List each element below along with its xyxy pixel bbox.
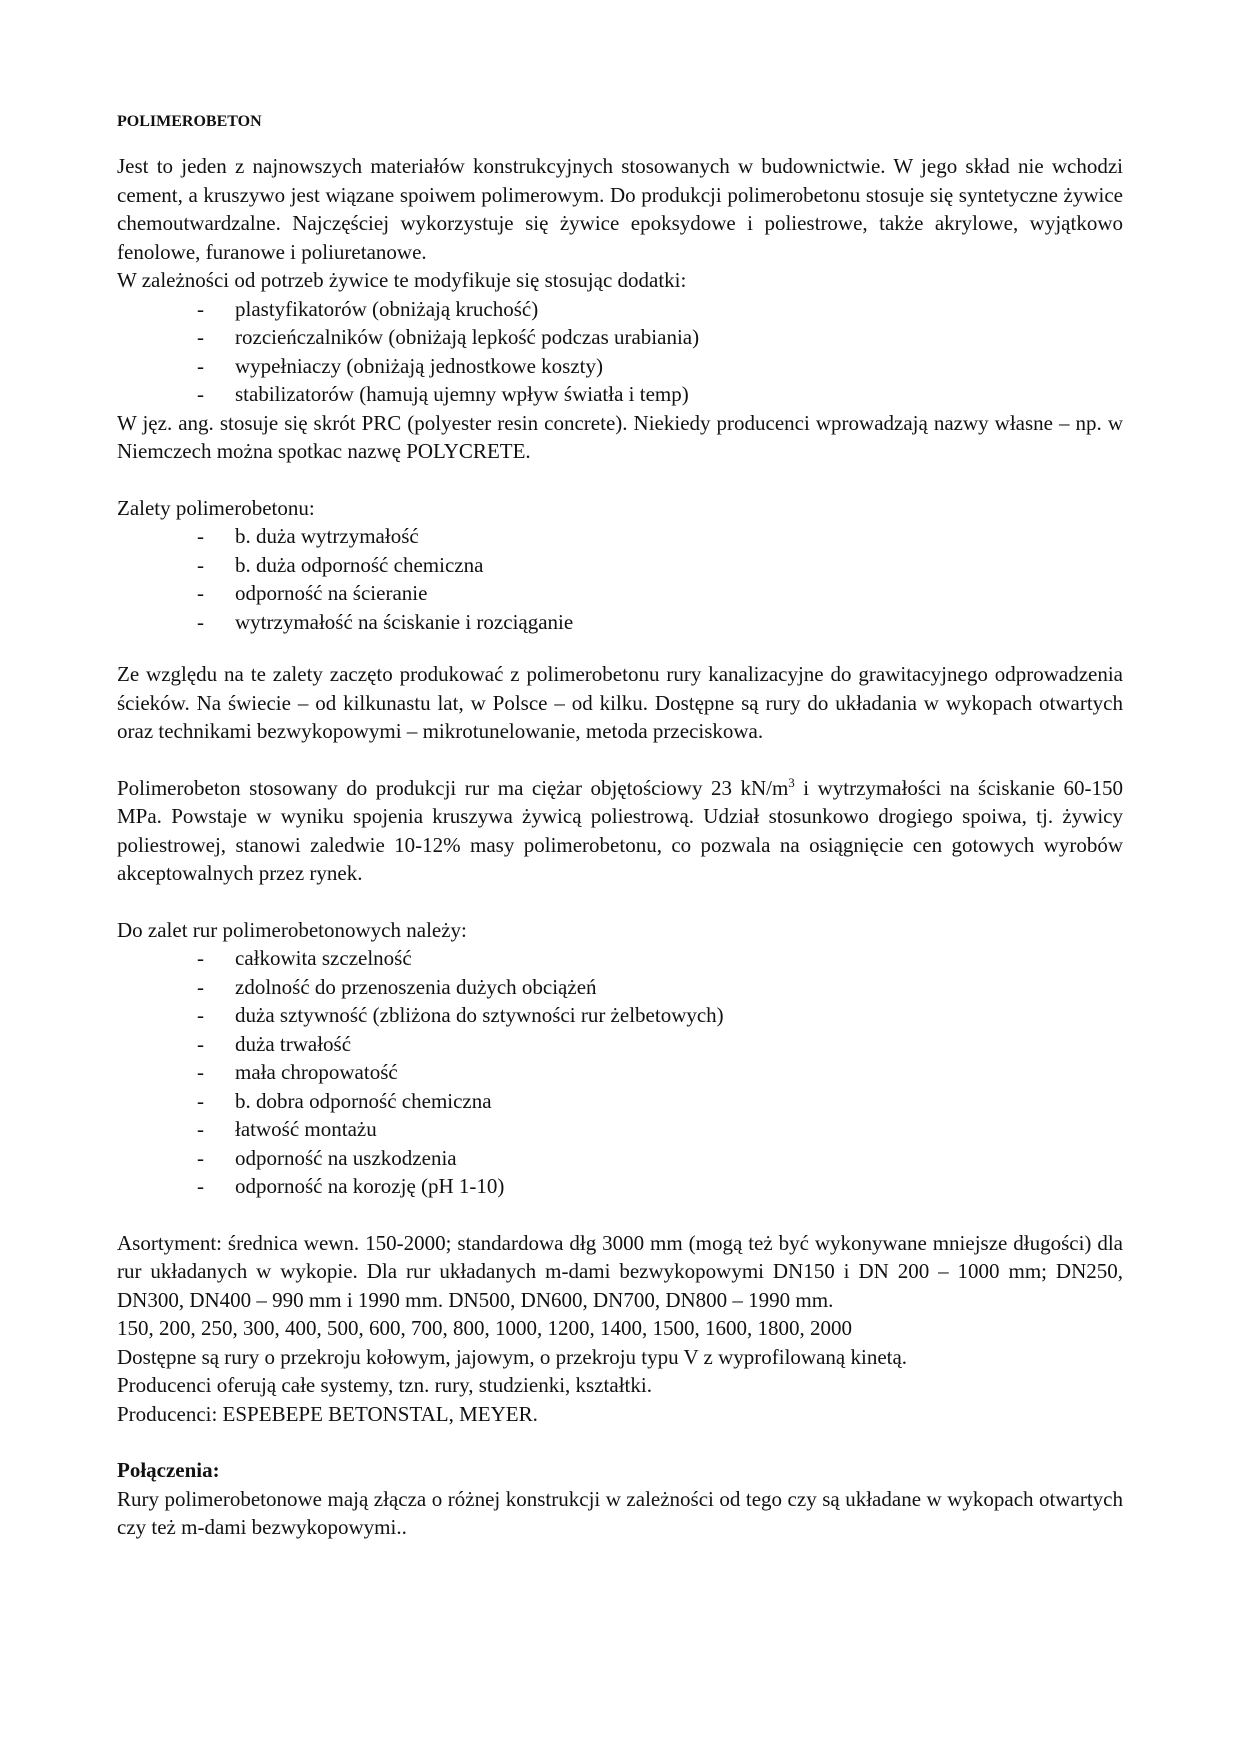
list-item: - wytrzymałość na ściskanie i rozciąganie [117, 608, 1123, 637]
list-item: - duża sztywność (zbliżona do sztywności rur żelbetowych) [117, 1001, 1123, 1030]
density-text-pre: Polimerobeton stosowany do produkcji rur ma ciężar objętościowy 23 kN/m [117, 775, 789, 800]
list-item: - b. duża wytrzymałość [117, 522, 1123, 551]
intro-paragraph: Jest to jeden z najnowszych materiałów konstrukcyjnych stosowanych w budownictwie. W jego skład nie wchodzi cement, a kruszywo jest wiązane spoiwem polimerowym. Do produkcji polimerobetonu stosuje się syntetyczne żywice chemoutwardzalne. Najczęściej wykorzystuje się żywice epoksydowe i poliestrowe, także akrylowe, wyjątkowo fenolowe, furanowe i poliuretanowe. [117, 154, 1123, 264]
list-item: - odporność na ścieranie [117, 579, 1123, 608]
document-page [117, 112, 1123, 1542]
advantages-lead: Zalety polimerobetonu: [117, 495, 315, 520]
sizes-line: 150, 200, 250, 300, 400, 500, 600, 700, 800, 1000, 1200, 1400, 1500, 1600, 1800, 2000 [117, 1316, 852, 1340]
list-item: - łatwość montażu [117, 1115, 1123, 1144]
list-item: - zdolność do przenoszenia dużych obciążeń [117, 973, 1123, 1002]
list-item: - odporność na korozję (pH 1-10) [117, 1172, 1123, 1201]
systems-line: Producenci oferują całe systemy, tzn. rury, studzienki, kształtki. [117, 1373, 652, 1397]
list-item: - odporność na uszkodzenia [117, 1144, 1123, 1173]
list-item: - wypełniaczy (obniżają jednostkowe koszty) [117, 352, 1123, 381]
list-item: - rozcieńczalników (obniżają lepkość podczas urabiania) [117, 323, 1123, 352]
producers-line: Producenci: ESPEBEPE BETONSTAL, MEYER. [117, 1401, 538, 1426]
pipe-advantages-lead: Do zalet rur polimerobetonowych należy: [117, 917, 467, 942]
list-item: - mała chropowatość [117, 1058, 1123, 1087]
list-item: - b. duża odporność chemiczna [117, 551, 1123, 580]
assortment-paragraph: Asortyment: średnica wewn. 150-2000; standardowa dłg 3000 mm (mogą też być wykonywane mniejsze długości) dla rur układanych w wykopie. Dla rur układanych m-dami bezwykopowymi DN150 i DN 200 – 1000 mm; DN250, DN300, DN400 – 990 mm i 1990 mm. DN500, DN600, DN700, DN800 – 1990 mm. [117, 1230, 1123, 1312]
pipe-advantages-list [117, 944, 1123, 1201]
additives-lead: W zależności od potrzeb żywice te modyfikuje się stosując dodatki: [117, 268, 687, 292]
list-item: - duża trwałość [117, 1030, 1123, 1059]
sections-line: Dostępne są rury o przekroju kołowym, jajowym, o przekroju typu V z wyprofilowaną kinetą. [117, 1344, 908, 1369]
list-item: - plastyfikatorów (obniżają kruchość) [117, 295, 1123, 324]
list-item: - stabilizatorów (hamują ujemny wpływ światła i temp) [117, 380, 1123, 409]
density-paragraph [117, 774, 1123, 888]
connections-heading: Połączenia: [117, 1458, 220, 1482]
connections-paragraph: Rury polimerobetonowe mają złącza o różnej konstrukcji w zależności od tego czy są układane w wykopach otwartych czy też m-dami bezwykopowymi.. [117, 1486, 1123, 1539]
prc-paragraph: W jęz. ang. stosuje się skrót PRC (polyester resin concrete). Niekiedy producenci wprowadzają nazwy własne – np. w Niemczech można spotkac nazwę POLYCRETE. [117, 410, 1123, 463]
density-superscript: 3 [788, 774, 795, 790]
list-item: - b. dobra odporność chemiczna [117, 1087, 1123, 1116]
document-title: POLIMEROBETON [117, 113, 262, 130]
pipes-paragraph: Ze względu na te zalety zaczęto produkować z polimerobetonu rury kanalizacyjne do grawitacyjnego odprowadzenia ścieków. Na świecie – od kilkunastu lat, w Polsce – od kilku. Dostępne są rury do układania w wykopach otwartych oraz technikami bezwykopowymi – mikrotunelowanie, metoda przeciskowa. [117, 662, 1123, 743]
list-item: - całkowita szczelność [117, 944, 1123, 973]
advantages-list [117, 522, 1123, 636]
additives-list [117, 295, 1123, 409]
density-text-post: i wytrzymałości na ściskanie 60-150 MPa. Powstaje w wyniku spojenia kruszywa żywicą poliestrową. Udział stosunkowo drogiego spoiwa, tj. żywicy poliestrowej, stanowi zaledwie 10-12% masy polimerobetonu, co pozwala na osiągnięcie cen gotowych wyrobów akceptowalnych przez rynek. [117, 775, 1123, 885]
